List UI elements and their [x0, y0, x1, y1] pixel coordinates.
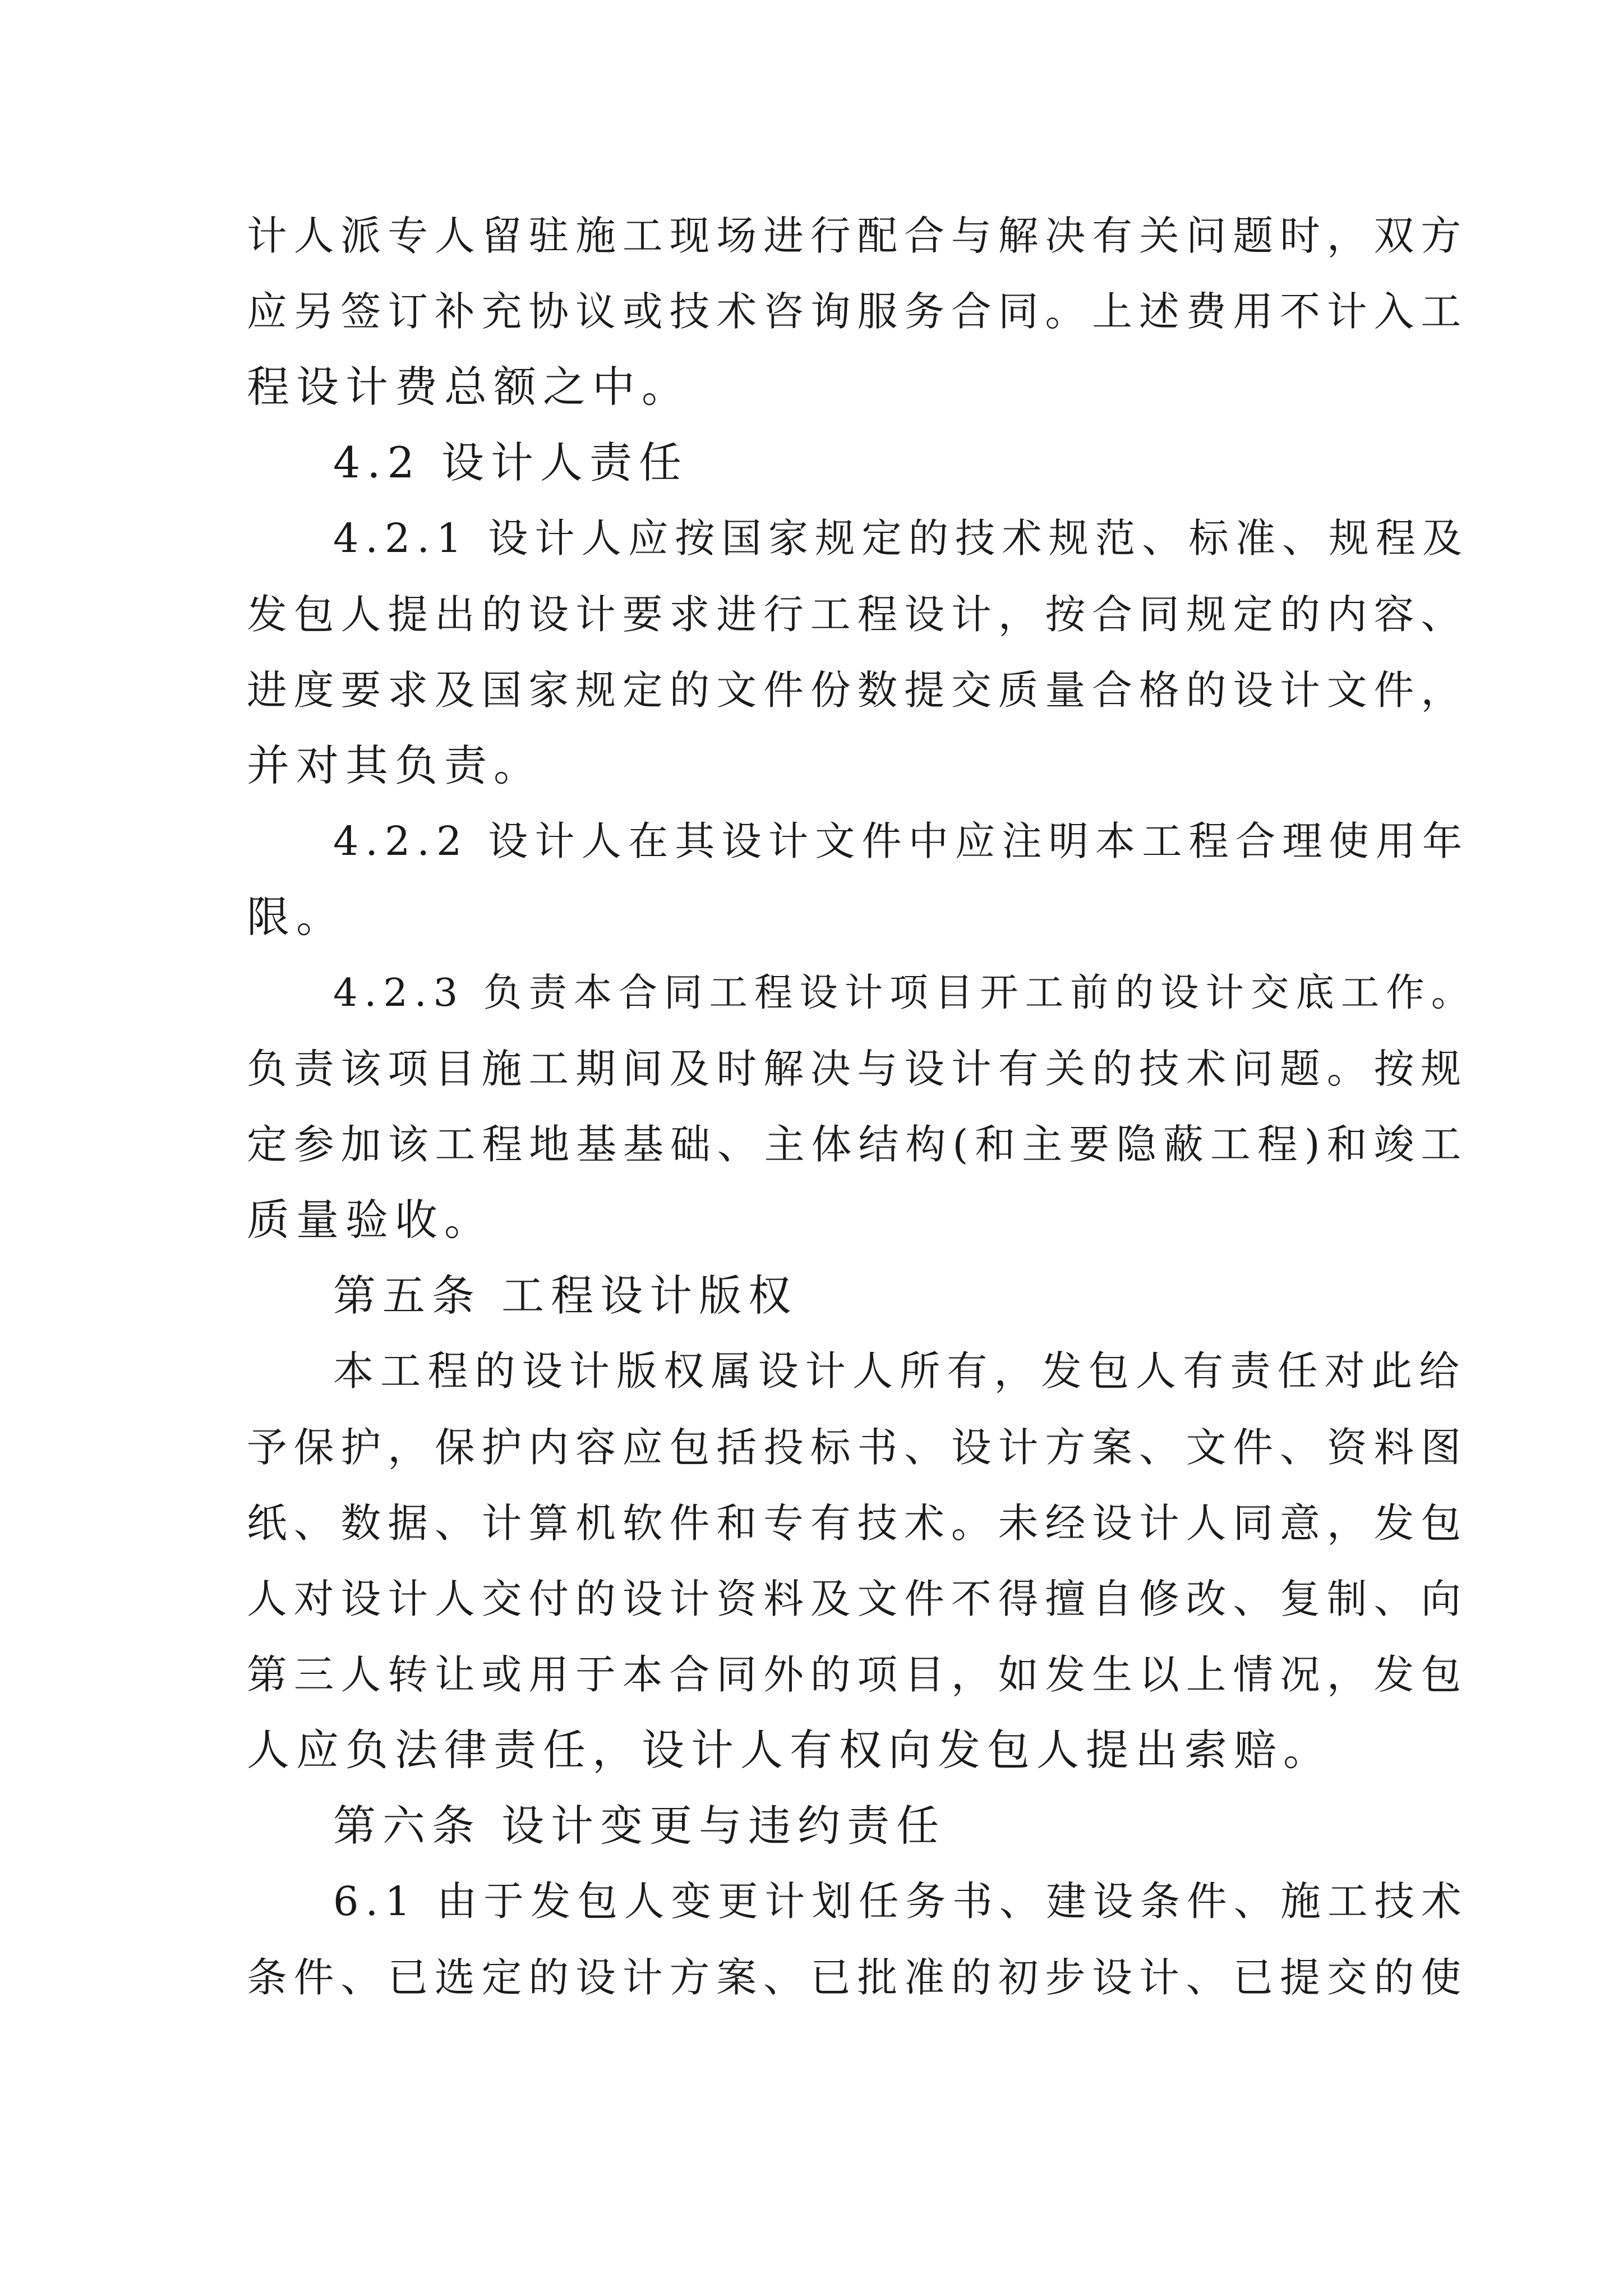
- text-line: 定参加该工程地基基础、主体结构(和主要隐蔽工程)和竣工: [247, 1121, 1468, 1168]
- text-line: 计人派专人留驻施工现场进行配合与解决有关问题时，双方: [247, 212, 1468, 259]
- text-line: 并对其负责。: [247, 740, 543, 790]
- text-line: 负责该项目施工期间及时解决与设计有关的技术问题。按规: [247, 1045, 1468, 1092]
- text-line: 进度要求及国家规定的文件份数提交质量合格的设计文件，: [247, 666, 1468, 714]
- text-line: 第三人转让或用于本合同外的项目，如发生以上情况，发包: [247, 1651, 1468, 1698]
- text-line: 人对设计人交付的设计资料及文件不得擅自修改、复制、向: [247, 1575, 1468, 1622]
- text-line: 本工程的设计版权属设计人所有，发包人有责任对此给: [333, 1348, 1467, 1395]
- text-line: 应另签订补充协议或技术咨询服务合同。上述费用不计入工: [247, 288, 1468, 335]
- text-line: 发包人提出的设计要求进行工程设计，按合同规定的内容、: [247, 591, 1468, 638]
- text-line: 质量验收。: [247, 1195, 494, 1245]
- text-line: 纸、数据、计算机软件和专有技术。未经设计人同意，发包: [247, 1499, 1468, 1547]
- text-line: 程设计费总额之中。: [247, 362, 691, 412]
- text-line: 6.1 由于发包人变更计划任务书、建设条件、施工技术: [333, 1878, 1468, 1925]
- text-line: 条件、已选定的设计方案、已批准的初步设计、已提交的使: [247, 1954, 1468, 2001]
- article-heading: 第六条 设计变更与违约责任: [333, 1801, 946, 1851]
- article-heading: 第五条 工程设计版权: [333, 1271, 798, 1320]
- text-line: 予保护，保护内容应包括投标书、设计方案、文件、资料图: [247, 1424, 1468, 1471]
- text-line: 人应负法律责任，设计人有权向发包人提出索赔。: [247, 1725, 1332, 1775]
- section-heading: 4.2 设计人责任: [333, 438, 689, 487]
- text-line: 限。: [247, 892, 345, 942]
- text-line: 4.2.1 设计人应按国家规定的技术规范、标准、规程及: [333, 515, 1469, 562]
- text-line: 4.2.2 设计人在其设计文件中应注明本工程合理使用年: [333, 818, 1469, 864]
- text-line: 4.2.3 负责本合同工程设计项目开工前的设计交底工作。: [333, 970, 1477, 1015]
